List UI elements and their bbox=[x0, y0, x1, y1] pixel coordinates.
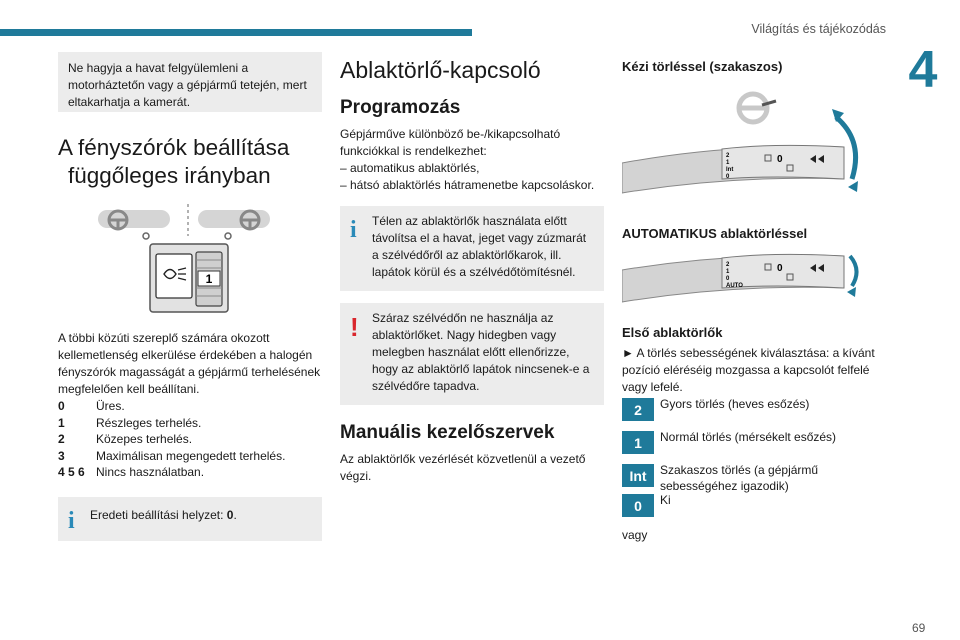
list-item: 2 Közepes terhelés. bbox=[58, 432, 193, 446]
manual-wiper-illustration bbox=[622, 83, 862, 219]
dial-value: 1 bbox=[205, 272, 213, 286]
speed-badge: 0 bbox=[622, 494, 654, 517]
list-item: – hátsó ablaktörlés hátramenetbe kapcsoláskor. bbox=[340, 178, 595, 192]
front-wipers-title: Első ablaktörlők bbox=[622, 325, 723, 340]
column-right bbox=[622, 52, 884, 544]
programming-text: Gépjárműve különböző be-/kikapcsolható funkciókkal is rendelkezhet: bbox=[340, 127, 561, 158]
list-item: 1 Részleges terhelés. bbox=[58, 415, 202, 430]
factory-setting-note: i Eredeti beállítási helyzet: 0. bbox=[58, 497, 322, 541]
or-text: vagy bbox=[622, 528, 648, 542]
list-item: 1 Normál törlés (mérsékelt esőzés) bbox=[622, 431, 884, 454]
column-left bbox=[58, 52, 322, 541]
speed-list bbox=[622, 398, 884, 517]
info-icon: i bbox=[68, 507, 75, 534]
steering-wheel-icon bbox=[198, 210, 270, 239]
dry-windshield-warning: ! Száraz szélvédőn ne használja az ablaktörlőket. Nagy hidegben vagy melegben használat előtt ellenőrizze, hogy az ablaktörlő lapátok nincsenek-e a szélvédőre tapadva. bbox=[340, 303, 604, 405]
list-item: – automatikus ablaktörlés, bbox=[340, 161, 480, 175]
auto-wipe-title: AUTOMATIKUS ablaktörléssel bbox=[622, 226, 808, 241]
wiper-switch-title: Ablaktörlő-kapcsoló bbox=[340, 57, 541, 83]
headlight-level-icon bbox=[150, 244, 228, 312]
manual-wipe-title: Kézi törléssel (szakaszos) bbox=[622, 59, 783, 74]
list-item: 3 Maximálisan megengedett terhelés. bbox=[58, 448, 286, 463]
speed-badge: 2 bbox=[622, 398, 654, 421]
column-middle bbox=[340, 52, 604, 485]
stalk-zero-label: 0 bbox=[777, 154, 783, 165]
top-accent-bar bbox=[0, 29, 472, 36]
steering-wheel-icon bbox=[739, 94, 776, 122]
stalk-zero-label: 0 bbox=[777, 263, 783, 274]
stalk-label: AUTO bbox=[726, 283, 743, 289]
winter-note: i Télen az ablaktörlők használata előtt távolítsa el a havat, jeget vagy zúzmarát a szélvédőről az ablaktörlőkarok, ill. lapátok körül és a szélvédőtömítésnél. bbox=[340, 206, 604, 291]
warning-icon: ! bbox=[350, 312, 359, 342]
list-item: Int Szakaszos törlés (a gépjármű sebességéhez igazodik) bbox=[622, 464, 884, 494]
auto-wiper-illustration bbox=[622, 252, 862, 320]
speed-badge: Int bbox=[622, 464, 654, 487]
info-icon: i bbox=[350, 217, 357, 243]
programming-title: Programozás bbox=[340, 97, 461, 118]
manual-controls-title: Manuális kezelőszervek bbox=[340, 422, 555, 443]
chapter-number: 4 bbox=[908, 41, 938, 99]
list-item: 0 Ki bbox=[622, 494, 884, 517]
section-title: Világítás és tájékozódás bbox=[751, 22, 886, 36]
stalk-label: 2 bbox=[726, 262, 730, 268]
stalk-label: Int bbox=[726, 167, 734, 173]
stalk-label: 0 bbox=[726, 276, 730, 282]
stalk-label: 0 bbox=[726, 174, 730, 180]
list-item: 2 Gyors törlés (heves esőzés) bbox=[622, 398, 884, 421]
list-item: 4 5 6 Nincs használatban. bbox=[58, 465, 205, 479]
rotate-arrow-icon bbox=[847, 256, 857, 297]
headlight-section-title: A fényszórók beállítása függőleges irányban bbox=[58, 135, 290, 188]
camera-note: Ne hagyja a havat felgyülemleni a motorháztetőn vagy a gépjármű tetején, mert eltakarhatja a kamerát. bbox=[58, 52, 322, 112]
stalk-label: 2 bbox=[726, 153, 730, 159]
load-position-list bbox=[58, 398, 322, 481]
stalk-label: 1 bbox=[726, 160, 730, 166]
front-wipers-text: ► A törlés sebességének kiválasztása: a kívánt pozíció eléréséig mozgassa a kapcsolót felfelé vagy lefelé. bbox=[622, 346, 875, 394]
headlight-illustration bbox=[98, 204, 278, 322]
manual-controls-text: Az ablaktörlők vezérlését közvetlenül a vezető végzi. bbox=[340, 452, 586, 483]
page-number: 69 bbox=[912, 621, 926, 635]
list-item: 0 Üres. bbox=[58, 399, 125, 413]
stalk-label: 1 bbox=[726, 269, 730, 275]
steering-wheel-icon bbox=[98, 210, 170, 239]
speed-badge: 1 bbox=[622, 431, 654, 454]
headlight-intro: A többi közúti szereplő számára okozott kellemetlenség elkerülése érdekében a halogén fényszórók magasságát a gépjármű terhelésének megfelelően kell beállítani. bbox=[58, 331, 321, 396]
